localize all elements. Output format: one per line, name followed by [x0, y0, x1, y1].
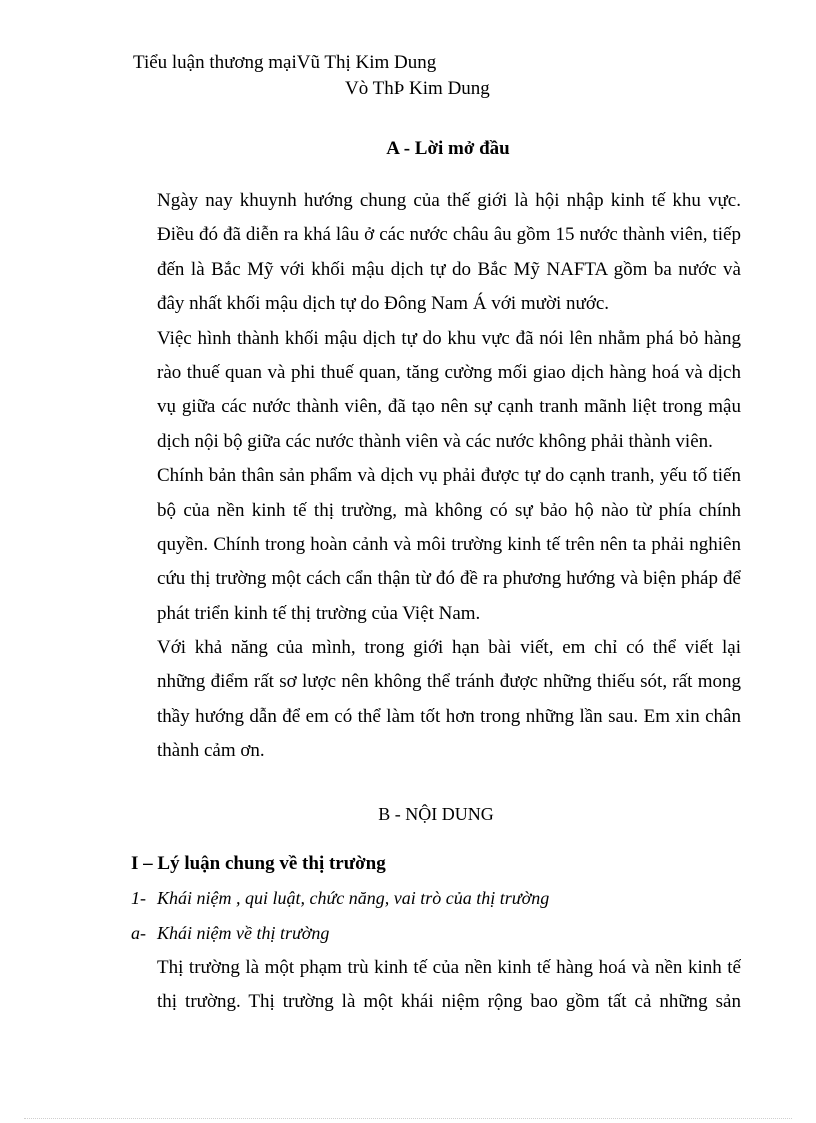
paragraph-line: Với khả năng của mình, trong giới hạn bài viết, em chỉ có thể viết lại [157, 637, 741, 659]
header-line-1: Tiểu luận thương mạiVũ Thị Kim Dung [133, 52, 437, 73]
paragraph-line: Chính bản thân sản phẩm và dịch vụ phải được tự do cạnh tranh, yếu tố tiến [157, 465, 741, 487]
paragraph-line: phát triển kinh tế thị trường của Việt Nam. [157, 602, 481, 624]
paragraph-line: những điểm rất sơ lược nên không thể tránh được những thiếu sót, rất mong [157, 671, 741, 693]
heading-level-1: I – Lý luận chung về thị trường [131, 853, 386, 874]
paragraph-line: dịch nội bộ giữa các nước thành viên và các nước không phải thành viên. [157, 430, 713, 452]
paragraph-line: bộ của nền kinh tế thị trường, mà không có sự bảo hộ nào từ phía chính [157, 499, 741, 521]
page-bottom-rule [24, 1118, 792, 1119]
section-b-heading-text: B - NỘI DUNG [378, 804, 494, 824]
paragraph-line: thị trường. Thị trường là một khái niệm rộng bao gồm tất cả những sản [157, 991, 741, 1013]
paragraph-line: thầy hướng dẫn để em có thể làm tốt hơn trong những lần sau. Em xin chân [157, 705, 741, 727]
heading-level-2-number: 1- [131, 888, 146, 908]
paragraph-line: vụ giữa các nước thành viên, đã tạo nên sự cạnh tranh mãnh liệt trong mậu [157, 396, 741, 418]
paragraph-line: Thị trường là một phạm trù kinh tế của nền kinh tế hàng hoá và nền kinh tế [157, 957, 741, 978]
paragraph-line: Ngày nay khuynh hướng chung của thế giới là hội nhập kinh tế khu vực. [157, 190, 741, 211]
heading-level-3-number: a- [131, 923, 146, 943]
section-a-title-text: A - Lời mở đầu [386, 138, 510, 159]
paragraph-line: quyền. Chính trong hoàn cảnh và môi trường kinh tế trên nên ta phải nghiên [157, 533, 741, 555]
heading-level-3 [131, 923, 329, 944]
paragraph-line: đến là Bắc Mỹ với khối mậu dịch tự do Bắc Mỹ NAFTA gồm ba nước và [157, 258, 741, 280]
heading-level-2 [131, 888, 549, 909]
intro-body [157, 184, 741, 769]
section-a-title [0, 138, 816, 160]
market-body [157, 951, 741, 1020]
paragraph-line: đây nhất khối mậu dịch tự do Đông Nam Á với mười nước. [157, 293, 610, 315]
heading-level-3-text: Khái niệm về thị trường [157, 923, 330, 943]
section-b-heading [0, 804, 816, 825]
header-line-2: Vò ThÞ Kim Dung [345, 78, 490, 99]
paragraph-line: Việc hình thành khối mậu dịch tự do khu vực đã nói lên nhằm phá bỏ hàng [157, 327, 741, 349]
paragraph-line: cứu thị trường một cách cẩn thận từ đó đề ra phương hướng và biện pháp để [157, 568, 741, 590]
paragraph-line: rào thuế quan và phi thuế quan, tăng cường mối giao dịch hàng hoá và dịch [157, 361, 741, 383]
paragraph-line: Điều đó đã diễn ra khá lâu ở các nước châu âu gồm 15 nước thành viên, tiếp [157, 224, 741, 246]
heading-level-2-text: Khái niệm , qui luật, chức năng, vai trò của thị trường [157, 888, 550, 908]
paragraph-line: thành cảm ơn. [157, 740, 265, 762]
